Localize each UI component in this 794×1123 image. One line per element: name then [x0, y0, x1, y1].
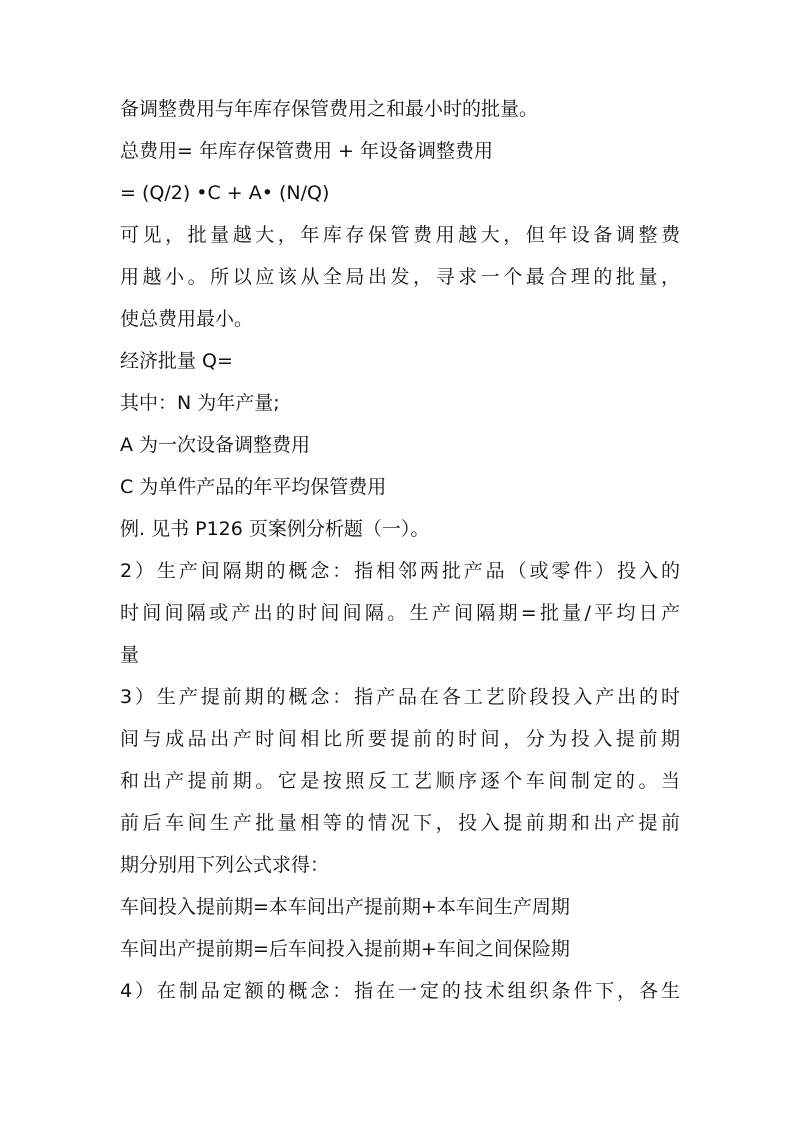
text-line-3: = (Q/2) •C + A• (N/Q)	[120, 182, 330, 204]
text-line-6: 使总费用最小。	[120, 308, 254, 330]
text-line-13: 时间间隔或产出的时间间隔。生产间隔期=批量/平均日产	[120, 602, 680, 624]
text-line-18: 前后车间生产批量相等的情况下，投入提前期和出产提前	[120, 812, 680, 834]
text-line-2: 总费用= 年库存保管费用 + 年设备调整费用	[120, 140, 493, 162]
text-line-17: 和出产提前期。它是按照反工艺顺序逐个车间制定的。当	[120, 770, 680, 792]
text-line-14: 量	[120, 644, 140, 666]
text-line-1: 备调整费用与年库存保管费用之和最小时的批量。	[120, 98, 539, 120]
document-body	[120, 88, 680, 1012]
text-line-5: 用越小。所以应该从全局出发，寻求一个最合理的批量，	[120, 266, 680, 288]
text-line-7: 经济批量 Q=	[120, 350, 233, 372]
text-line-21: 车间出产提前期=后车间投入提前期+车间之间保险期	[120, 938, 570, 960]
text-line-16: 间与成品出产时间相比所要提前的时间，分为投入提前期	[120, 728, 680, 750]
text-line-15: 3）生产提前期的概念：指产品在各工艺阶段投入产出的时	[120, 686, 680, 708]
text-line-12: 2）生产间隔期的概念：指相邻两批产品（或零件）投入的	[120, 560, 680, 582]
text-line-11: 例. 见书 P126 页案例分析题（一）。	[120, 518, 430, 540]
text-line-9: A 为一次设备调整费用	[120, 434, 311, 456]
text-line-8: 其中：N 为年产量;	[120, 392, 280, 414]
text-line-20: 车间投入提前期=本车间出产提前期+本车间生产周期	[120, 896, 570, 918]
text-line-22: 4）在制品定额的概念：指在一定的技术组织条件下，各生	[120, 980, 680, 1002]
text-line-19: 期分别用下列公式求得：	[120, 854, 330, 876]
text-line-4: 可见，批量越大，年库存保管费用越大，但年设备调整费	[120, 224, 680, 246]
text-line-10: C 为单件产品的年平均保管费用	[120, 476, 387, 498]
